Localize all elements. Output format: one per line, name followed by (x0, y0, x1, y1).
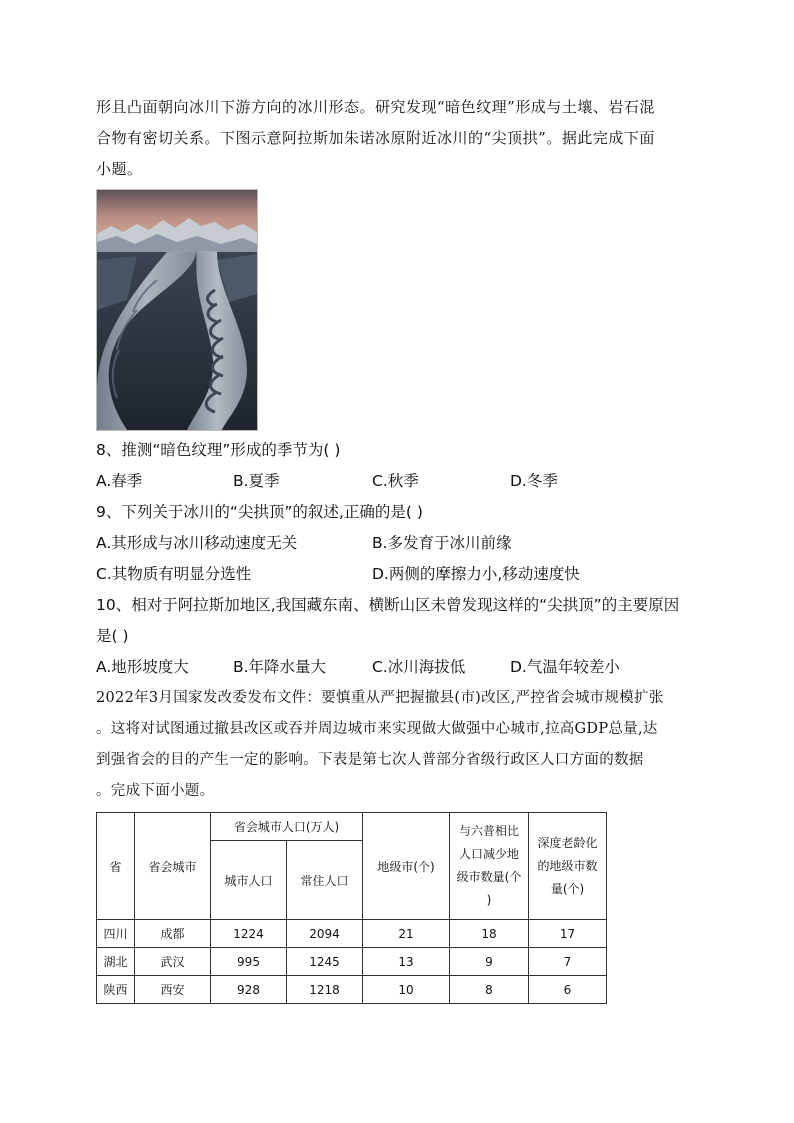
table-row (97, 920, 607, 948)
intro-line: 小题。 (96, 160, 143, 178)
question-10-option-c[interactable]: C.冰川海拔低 (372, 658, 466, 676)
cell-resident-pop: 1218 (287, 976, 363, 1004)
header-city-pop: 城市人口 (211, 841, 287, 920)
question-8-option-c[interactable]: C.秋季 (372, 472, 419, 490)
header-aging (529, 813, 607, 920)
question-9-stem: 9、下列关于冰川的“尖拱顶”的叙述,正确的是( ) (96, 503, 423, 521)
question-10-option-d[interactable]: D.气温年较差小 (510, 658, 620, 676)
question-9-option-d[interactable]: D.两侧的摩擦力小,移动速度快 (372, 565, 580, 583)
question-8-stem: 8、推测“暗色纹理”形成的季节为( ) (96, 441, 341, 459)
cell-aging: 7 (529, 948, 607, 976)
cell-capital: 西安 (135, 976, 211, 1004)
cell-city-pop: 1224 (211, 920, 287, 948)
header-decrease (450, 813, 529, 920)
header-capital: 省会城市 (135, 813, 211, 920)
cell-decrease: 9 (450, 948, 529, 976)
header-capital-pop: 省会城市人口(万人) (211, 813, 363, 841)
question-10-stem-cont: 是( ) (96, 627, 129, 645)
cell-decrease: 18 (450, 920, 529, 948)
header-decrease-line: 与六普相比 (458, 824, 519, 838)
passage-line: 到强省会的目的产生一定的影响。下表是第七次人普部分省级行政区人口方面的数据 (96, 752, 644, 768)
cell-prefecture: 13 (363, 948, 450, 976)
cell-prefecture: 21 (363, 920, 450, 948)
cell-resident-pop: 1245 (287, 948, 363, 976)
header-province: 省 (97, 813, 135, 920)
intro-line: 形且凸面朝向冰川下游方向的冰川形态。研究发现“暗色纹理”形成与土壤、岩石混 (96, 98, 655, 116)
cell-aging: 17 (529, 920, 607, 948)
header-aging-line: 量(个) (550, 881, 585, 896)
passage-line: 。完成下面小题。 (96, 783, 215, 799)
header-decrease-line: 级市数量(个 (456, 870, 522, 884)
question-8-option-b[interactable]: B.夏季 (233, 472, 280, 490)
cell-prefecture: 10 (363, 976, 450, 1004)
cell-province: 四川 (97, 920, 135, 948)
question-9-option-c[interactable]: C.其物质有明显分选性 (96, 565, 252, 583)
passage-line: 2022年3月国家发改委发布文件：要慎重从严把握撤县(市)改区,严控省会城市规模扩张 (96, 690, 664, 706)
glacier-photo (96, 189, 258, 431)
question-9-option-a[interactable]: A.其形成与冰川移动速度无关 (96, 534, 298, 552)
header-aging-line: 的地级市数 (537, 858, 598, 873)
question-8-option-a[interactable]: A.春季 (96, 472, 143, 490)
cell-province: 湖北 (97, 948, 135, 976)
table-row (97, 948, 607, 976)
header-prefecture: 地级市(个) (363, 813, 450, 920)
intro-paragraph (96, 92, 700, 185)
passage-line: 。这将对试图通过撤县改区或吞并周边城市来实现做大做强中心城市,拉高GDP总量,达 (96, 721, 658, 737)
header-decrease-line: ) (486, 893, 492, 907)
header-aging-line: 深度老龄化 (537, 835, 598, 850)
question-9-option-b[interactable]: B.多发育于冰川前缘 (372, 534, 512, 552)
cell-city-pop: 928 (211, 976, 287, 1004)
question-10-option-b[interactable]: B.年降水量大 (233, 658, 327, 676)
cell-province: 陕西 (97, 976, 135, 1004)
passage-2 (96, 683, 700, 807)
question-10-stem: 10、相对于阿拉斯加地区,我国藏东南、横断山区未曾发现这样的“尖拱顶”的主要原因 (96, 596, 680, 614)
header-decrease-line: 人口减少地 (458, 847, 519, 861)
intro-line: 合物有密切关系。下图示意阿拉斯加朱诺冰原附近冰川的“尖顶拱”。据此完成下面 (96, 129, 655, 147)
cell-aging: 6 (529, 976, 607, 1004)
population-table (96, 812, 607, 1004)
question-10-option-a[interactable]: A.地形坡度大 (96, 658, 189, 676)
header-resident-pop: 常住人口 (287, 841, 363, 920)
cell-resident-pop: 2094 (287, 920, 363, 948)
cell-capital: 成都 (135, 920, 211, 948)
cell-capital: 武汉 (135, 948, 211, 976)
cell-decrease: 8 (450, 976, 529, 1004)
cell-city-pop: 995 (211, 948, 287, 976)
question-8-option-d[interactable]: D.冬季 (510, 472, 558, 490)
table-row (97, 976, 607, 1004)
